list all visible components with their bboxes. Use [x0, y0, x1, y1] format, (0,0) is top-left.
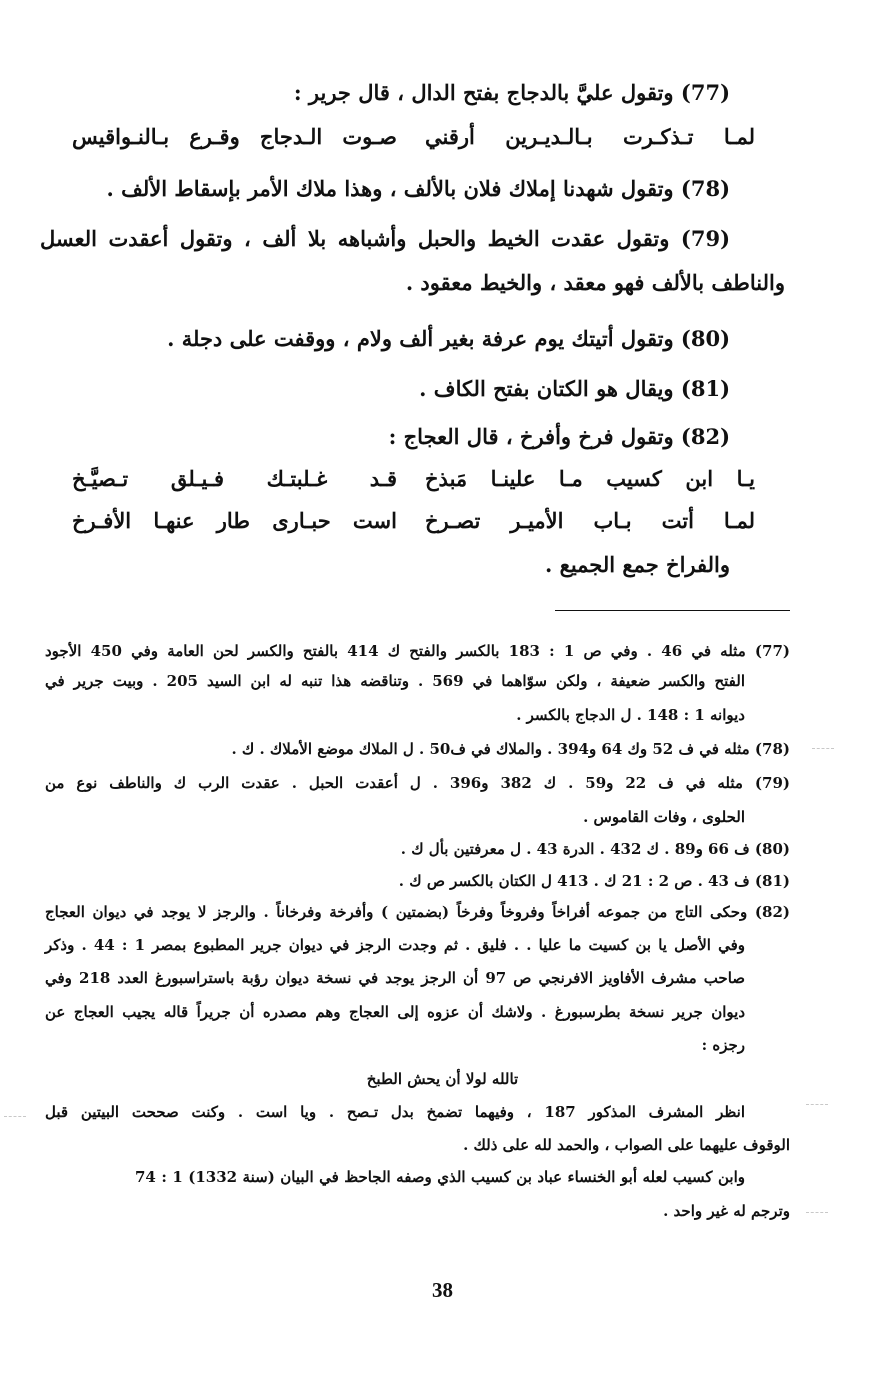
verse-77-first-hemistich: لمـا تـذكـرت بـالـديـرين أرقني	[425, 124, 755, 149]
verse-82-1	[0, 466, 885, 496]
verse-82-1-second-hemistich: قـد غـلبتـك فـيـلق تـصيَّـخ	[72, 466, 397, 491]
footnote-82-line-4: ديوان جرير نسخة بطرسبورغ . ولاشك أن عزوه إلى العجاج وهم مصدره أن جريراً قاله يجيب العجاج عن	[45, 1003, 745, 1021]
entry-80: (80) وتقول أتيتك يوم عرفة بغير ألف ولام ، ووقفت على دجلة .	[167, 326, 730, 351]
verse-82-1-first-hemistich: يـا ابن كسيب مـا علينـا مَبذخ	[425, 466, 755, 491]
verse-82-2-second-hemistich: است حبـارى طار عنهـا الأفـرخ	[72, 508, 397, 533]
entry-78: (78) وتقول شهدنا إملاك فلان بالألف ، وهذا ملاك الأمر بإسقاط الألف .	[106, 176, 730, 201]
verse-77-second-hemistich: صـوت الـدجاج وقـرع بـالنـواقيس	[72, 124, 397, 149]
scan-mark	[806, 1212, 828, 1213]
footnote-82-line-7: الوقوف عليهما على الصواب ، والحمد لله على ذلك .	[463, 1136, 790, 1154]
footnote-79-line-2: الحلوى ، وفات القاموس .	[583, 808, 745, 826]
footnote-82-line-8: وابن كسيب لعله أبو الخنساء عباد بن كسيب الذي وصفه الجاحظ في البيان (سنة 1332) 1 : 74	[135, 1168, 745, 1186]
entry-79-line-2: والناطف بالألف فهو معقد ، والخيط معقود .	[405, 270, 785, 295]
footnote-82-line-5: رجزه :	[701, 1036, 745, 1054]
footnote-82-line-6: انظر المشرف المذكور 187 ، وفيهما تضمخ بدل تـصح . ويا است . وكنت صححت البيتين قبل	[45, 1103, 745, 1121]
footnote-81: (81) ف 43 . ص 2 : 21 ك . 413 ل الكتان بالكسر ص ك .	[398, 872, 790, 890]
entry-77: (77) وتقول عليَّ بالدجاج بفتح الدال ، قال جرير :	[293, 80, 730, 105]
footnote-82-line-2: وفي الأصل يا بن كسيت ما عليا . . فليق . ثم وجدت الرجز في ديوان جرير المطبوع بمصر 1 : 44 . وذكر	[45, 936, 745, 954]
verse-77	[0, 124, 885, 154]
entry-79-line-1: (79) وتقول عقدت الخيط والحبل وأشباهه بلا ألف ، وتقول أعقدت العسل	[40, 226, 730, 251]
footnote-separator	[555, 610, 790, 611]
scan-mark	[806, 1104, 828, 1105]
footnote-77-line-2: الفتح والكسر ضعيفة ، ولكن سوّاهما في 569 . وتناقضه هذا تنبه له ابن السيد 205 . وبيت جرير في	[45, 672, 745, 690]
entry-82-tail: والفراخ جمع الجميع .	[545, 552, 730, 577]
entry-82: (82) وتقول فرخ وأفرخ ، قال العجاج :	[388, 424, 730, 449]
page-number: 38	[432, 1278, 453, 1302]
verse-82-2-first-hemistich: لمـا أتت بـاب الأميـر تصـرخ	[425, 508, 755, 533]
footnote-82-line-1: (82) وحكى التاج من جموعه أفراخاً وفروخاً وفرخاً (بضمتين ) وأفرخة وفرخاناً . والرجز لا يوجد في ديوان العجاج	[45, 903, 790, 921]
scan-mark	[4, 1116, 26, 1117]
entry-81: (81) ويقال هو الكتان بفتح الكاف .	[419, 376, 730, 401]
verse-82-2	[0, 508, 885, 538]
footnote-79-line-1: (79) مثله في ف 22 و59 . ك 382 و396 . ل أعقدت الحبل . عقدت الرب ك والناطف نوع من	[45, 774, 790, 792]
footnote-82-line-3: صاحب مشرف الأفاويز الافرنجي ص 97 أن الرجز يوجد في نسخة ديوان رؤبة باستراسبورغ العدد 218 وفي	[45, 969, 745, 987]
footnote-82-quoted-verse: تالله لولا أن يحش الطبخ	[366, 1070, 519, 1088]
footnote-78: (78) مثله في ف 52 وك 64 و394 . والملاك في ف50 . ل الملاك موضع الأملاك . ك .	[231, 740, 790, 758]
scan-mark	[812, 748, 834, 749]
footnote-77-line-1: (77) مثله في 46 . وفي ص 1 : 183 بالكسر والفتح ك 414 بالفتح والكسر لحن العامة وفي 450 الأجود	[45, 642, 790, 660]
footnote-82-line-9: وترجم له غير واحد .	[663, 1202, 790, 1220]
footnote-77-line-3: ديوانه 1 : 148 . ل الدجاج بالكسر .	[516, 706, 745, 724]
footnote-80: (80) ف 66 و89 . ك 432 . الدرة 43 . ل معرفتين بأل ك .	[400, 840, 790, 858]
